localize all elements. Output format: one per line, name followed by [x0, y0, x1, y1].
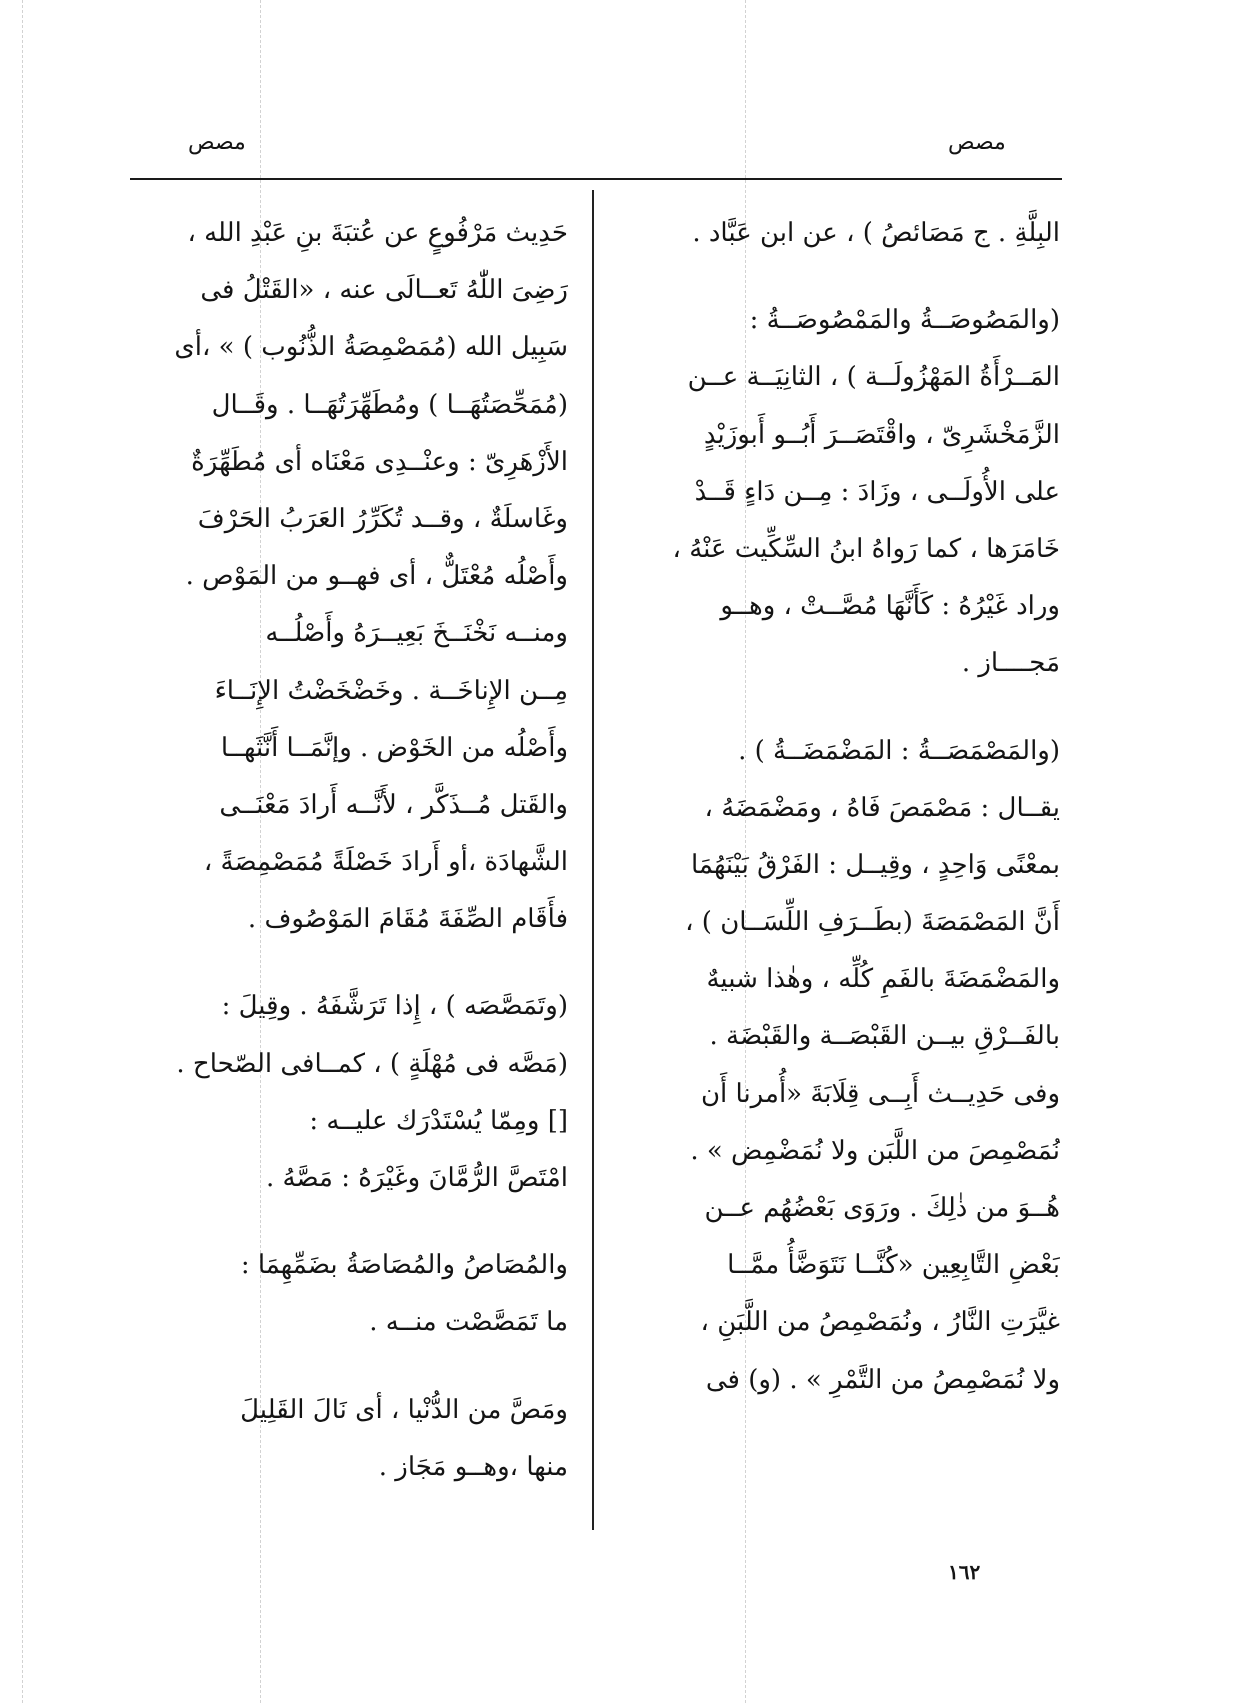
- text-line: بَعْضِ التَّابِعِين «كُنَّــا نَتَوَضَّأُ ممَّــا: [727, 1250, 1060, 1281]
- text-line: وأَصْلُه مُعْتَلٌّ ، أى فهــو من المَوْص .: [185, 561, 568, 592]
- header-rule: [130, 178, 1062, 180]
- paragraph-gap: [632, 693, 1060, 723]
- text-line: والقَتل مُــذَكَّر ، لأَنَّــه أَرادَ مَعْنَــى: [219, 789, 568, 820]
- text-line: حَدِيث مَرْفُوعٍ عن عُتبَةَ بنِ عَبْدِ الله ،: [187, 218, 568, 248]
- text-line: ومَصَّ من الدُّنْيا ، أى نَالَ القَلِيلَ: [240, 1394, 568, 1425]
- text-line: غيَّرَتِ النَّارُ ، ونُمَصْمِصُ من اللَّبَنِ ،: [700, 1307, 1060, 1338]
- paragraph-gap: [132, 1352, 568, 1382]
- running-head-left: مصص: [188, 130, 246, 155]
- text-line: بمعْنًى وَاحِدٍ ، وقِيــل : الفَرْقُ بَيْنَهُمَا: [690, 849, 1060, 880]
- text-line: أَنَّ المَصْمَصَةَ (بطَــرَفِ اللِّسَــان ) ،: [685, 907, 1060, 938]
- text-line: نُمَصْمِصَ من اللَّبَن ولا نُمَضْمِض » .: [690, 1135, 1060, 1166]
- text-line: سَبِيل الله (مُمَصْمِصَةُ الذُّنُوب ) » ،أى: [174, 332, 568, 363]
- scan-guide-line: [22, 0, 23, 1703]
- text-line: مَجــــاز .: [961, 648, 1060, 679]
- text-line: ومنــه نَخْنَــخَ بَعِيــرَهُ وأَصْلُــه: [265, 618, 568, 649]
- text-line: هُــوَ من ذٰلِكَ . ورَوَى بَعْضُهُم عــن: [704, 1193, 1060, 1223]
- running-head-right: مصص: [948, 130, 1006, 155]
- paragraph-gap: [132, 1207, 568, 1237]
- text-line: مِــن الإِناخَــة . وخَضْخَضْتُ الإِنَــاءَ: [214, 675, 568, 706]
- text-line: والمَضْمَضَةَ بالفَمِ كُلِّه ، وهٰذا شبيهٌ: [706, 964, 1060, 995]
- text-line: بالفَــرْقِ بيــن القَبْصَــة والقَبْضَة .: [709, 1021, 1060, 1052]
- text-line: [] ومِمّا يُسْتَدْرَك عليــه :: [309, 1105, 568, 1136]
- text-line: (مُمَحِّصَتُهَــا ) ومُطَهِّرَتُهَــا . وقَــال: [211, 389, 568, 420]
- left-text-column: [132, 205, 568, 1496]
- text-line: فأَقَام الصِّفَةَ مُقَامَ المَوْصُوف .: [247, 904, 568, 935]
- text-line: رَضِىَ اللّٰهُ تَعــالَى عنه ، «القَتْلُ فى: [200, 275, 568, 306]
- text-line: (وتَمَصَّصَه ) ، إِذا تَرَشَّفَهُ . وقِيلَ :: [221, 991, 568, 1022]
- text-line: منها ،وهــو مَجَاز .: [378, 1451, 568, 1482]
- text-line: (والمَصْمَصَــةُ : المَضْمَضَــةُ ) .: [738, 735, 1060, 766]
- text-line: وراد غَيْرُهُ : كَأَنَّهَا مُصَّــتْ ، وهــو: [720, 591, 1060, 622]
- text-line: (والمَصُوصَــةُ والمَمْصُوصَــةُ :: [749, 305, 1060, 336]
- text-line: ولا نُمَصْمِصُ من التَّمْرِ » . (و) فى: [705, 1364, 1060, 1395]
- text-line: البِلَّةِ . ج مَصَائصُ ) ، عن ابن عَبَّاد .: [692, 218, 1060, 248]
- text-line: الزَّمَخْشَرِىّ ، واقْتَصَــرَ أَبُــو أَبوزَيْدٍ: [703, 419, 1060, 450]
- text-line: والمُصَاصُ والمُصَاصَةُ بضَمِّهِمَا :: [240, 1250, 568, 1281]
- text-line: وفى حَدِيــث أَبِــى قِلَابَةَ «أُمرنا أَن: [700, 1078, 1060, 1109]
- paragraph-gap: [632, 262, 1060, 292]
- text-line: ما تَمَصَّصْت منــه .: [369, 1307, 568, 1338]
- text-line: خَامَرَها ، كما رَواهُ ابنُ السِّكِّيت عَنْهُ ،: [672, 533, 1060, 564]
- paragraph-gap: [132, 948, 568, 978]
- page-number: ١٦٢: [948, 1560, 981, 1584]
- right-text-column: [632, 205, 1060, 1409]
- text-line: وأَصْلُه من الخَوْض . وإنَّمَــا أَنَّثَهــا: [220, 732, 568, 763]
- text-line: الأَزْهَرِىّ : وعنْــدِى مَعْنَاه أى مُطَهِّرَةٌ: [191, 446, 568, 477]
- column-divider: [592, 190, 594, 1530]
- text-line: امْتَصَّ الرُّمَّانَ وغَيْرَهُ : مَصَّهُ .: [265, 1163, 568, 1193]
- text-line: المَــرْأَةُ المَهْزُولَــة ) ، الثانِيَــة عــن: [687, 362, 1060, 393]
- text-line: على الأُولَــى ، وزَادَ : مِــن دَاءٍ قَــدْ: [694, 476, 1060, 507]
- text-line: (مَصَّه فى مُهْلَةٍ ) ، كمــافى الصّحاح .: [176, 1048, 568, 1079]
- text-line: الشَّهادَة ،أو أَرادَ خَصْلَةً مُمَصْمِصَةً ،: [203, 847, 568, 878]
- text-line: وغَاسلَةٌ ، وقــد تُكَرِّرُ العَرَبُ الحَرْفَ: [197, 503, 568, 534]
- text-line: يقــال : مَصْمَصَ فَاهُ ، ومَضْمَضَهُ ،: [704, 792, 1060, 823]
